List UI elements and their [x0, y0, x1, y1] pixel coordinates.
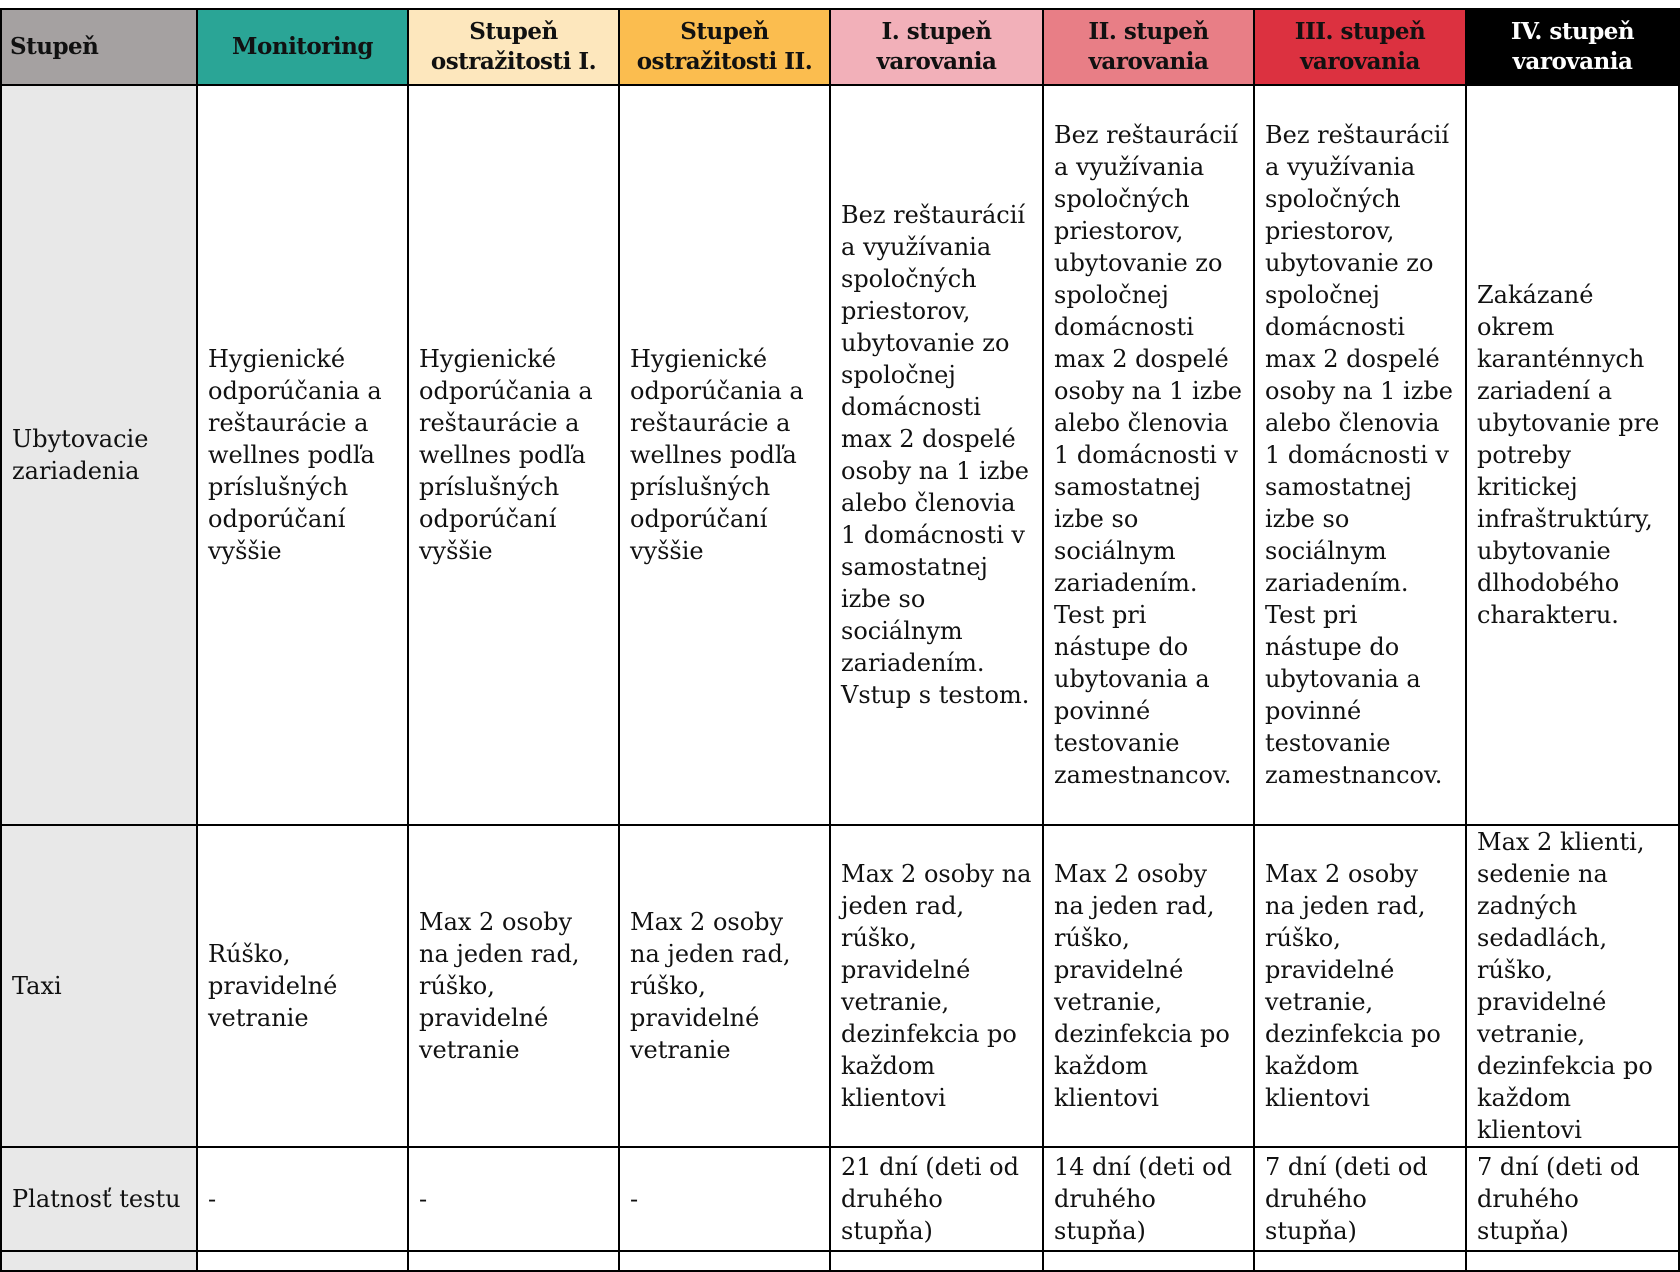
table-cell: Max 2 osoby na jeden rad, rúško, pravidelné vetranie, dezinfekcia po každom klientovi: [830, 825, 1043, 1147]
table-cell: Zakázané okrem karanténnych zariadení a ubytovanie pre potreby kritickej infraštruktúry, ubytovanie dlhodobého charakteru.: [1466, 85, 1679, 825]
header-varovanie-3: III. stupeň varovania: [1254, 9, 1466, 85]
row-label-taxi: Taxi: [1, 825, 197, 1147]
table-cell: Max 2 osoby na jeden rad, rúško, pravidelné vetranie: [619, 825, 830, 1147]
table-cell-empty: [197, 1251, 408, 1271]
table-cell: Hygienické odporúčania a reštaurácie a wellnes podľa príslušných odporúčaní vyššie: [619, 85, 830, 825]
table-cell: Hygienické odporúčania a reštaurácie a wellnes podľa príslušných odporúčaní vyššie: [408, 85, 619, 825]
row-label-platnost: Platnosť testu: [1, 1147, 197, 1251]
table-cell-empty: [1254, 1251, 1466, 1271]
table-cell: Rúško, pravidelné vetranie: [197, 825, 408, 1147]
table-row-cut: [1, 1251, 1679, 1271]
header-stupen: Stupeň: [1, 9, 197, 85]
table-cell: Max 2 klienti, sedenie na zadných sedadlách, rúško, pravidelné vetranie, dezinfekcia po každom klientovi: [1466, 825, 1679, 1147]
table-cell: -: [619, 1147, 830, 1251]
table-cell: 21 dní (deti od druhého stupňa): [830, 1147, 1043, 1251]
table-cell: Hygienické odporúčania a reštaurácie a wellnes podľa príslušných odporúčaní vyššie: [197, 85, 408, 825]
table-cell: Bez reštaurácií a využívania spoločných priestorov, ubytovanie zo spoločnej domácnosti max 2 dospelé osoby na 1 izbe alebo členovia 1 domácnosti v samostatnej izbe so sociálnym zariadením. Test pri nástupe do ubytovania a povinné testovanie zamestnancov.: [1254, 85, 1466, 825]
table-cell: Bez reštaurácií a využívania spoločných priestorov, ubytovanie zo spoločnej domácnosti max 2 dospelé osoby na 1 izbe alebo členovia 1 domácnosti v samostatnej izbe so sociálnym zariadením. Vstup s testom.: [830, 85, 1043, 825]
table-cell: 14 dní (deti od druhého stupňa): [1043, 1147, 1254, 1251]
table-cell: -: [197, 1147, 408, 1251]
table-cell: 7 dní (deti od druhého stupňa): [1466, 1147, 1679, 1251]
row-label-ubytovacie: Ubytovacie zariadenia: [1, 85, 197, 825]
table-cell: Max 2 osoby na jeden rad, rúško, pravidelné vetranie, dezinfekcia po každom klientovi: [1043, 825, 1254, 1147]
header-varovanie-2: II. stupeň varovania: [1043, 9, 1254, 85]
header-row: [1, 9, 1679, 85]
header-ostrazitost-1: Stupeň ostražitosti I.: [408, 9, 619, 85]
table-cell: -: [408, 1147, 619, 1251]
table-cell-empty: [408, 1251, 619, 1271]
table-cell-empty: [619, 1251, 830, 1271]
header-monitoring: Monitoring: [197, 9, 408, 85]
header-varovanie-4: IV. stupeň varovania: [1466, 9, 1679, 85]
table-row-platnost: [1, 1147, 1679, 1251]
table-cell: Max 2 osoby na jeden rad, rúško, pravidelné vetranie, dezinfekcia po každom klientovi: [1254, 825, 1466, 1147]
table-cell-empty: [1466, 1251, 1679, 1271]
restrictions-table: [0, 8, 1680, 1272]
table-cell-empty: [1043, 1251, 1254, 1271]
table-cell: Max 2 osoby na jeden rad, rúško, pravidelné vetranie: [408, 825, 619, 1147]
table-cell-empty: [1, 1251, 197, 1271]
table-cell: Bez reštaurácií a využívania spoločných priestorov, ubytovanie zo spoločnej domácnosti max 2 dospelé osoby na 1 izbe alebo členovia 1 domácnosti v samostatnej izbe so sociálnym zariadením. Test pri nástupe do ubytovania a povinné testovanie zamestnancov.: [1043, 85, 1254, 825]
table-row-ubytovacie: [1, 85, 1679, 825]
header-ostrazitost-2: Stupeň ostražitosti II.: [619, 9, 830, 85]
table-cell-empty: [830, 1251, 1043, 1271]
table-cell: 7 dní (deti od druhého stupňa): [1254, 1147, 1466, 1251]
table-row-taxi: [1, 825, 1679, 1147]
header-varovanie-1: I. stupeň varovania: [830, 9, 1043, 85]
